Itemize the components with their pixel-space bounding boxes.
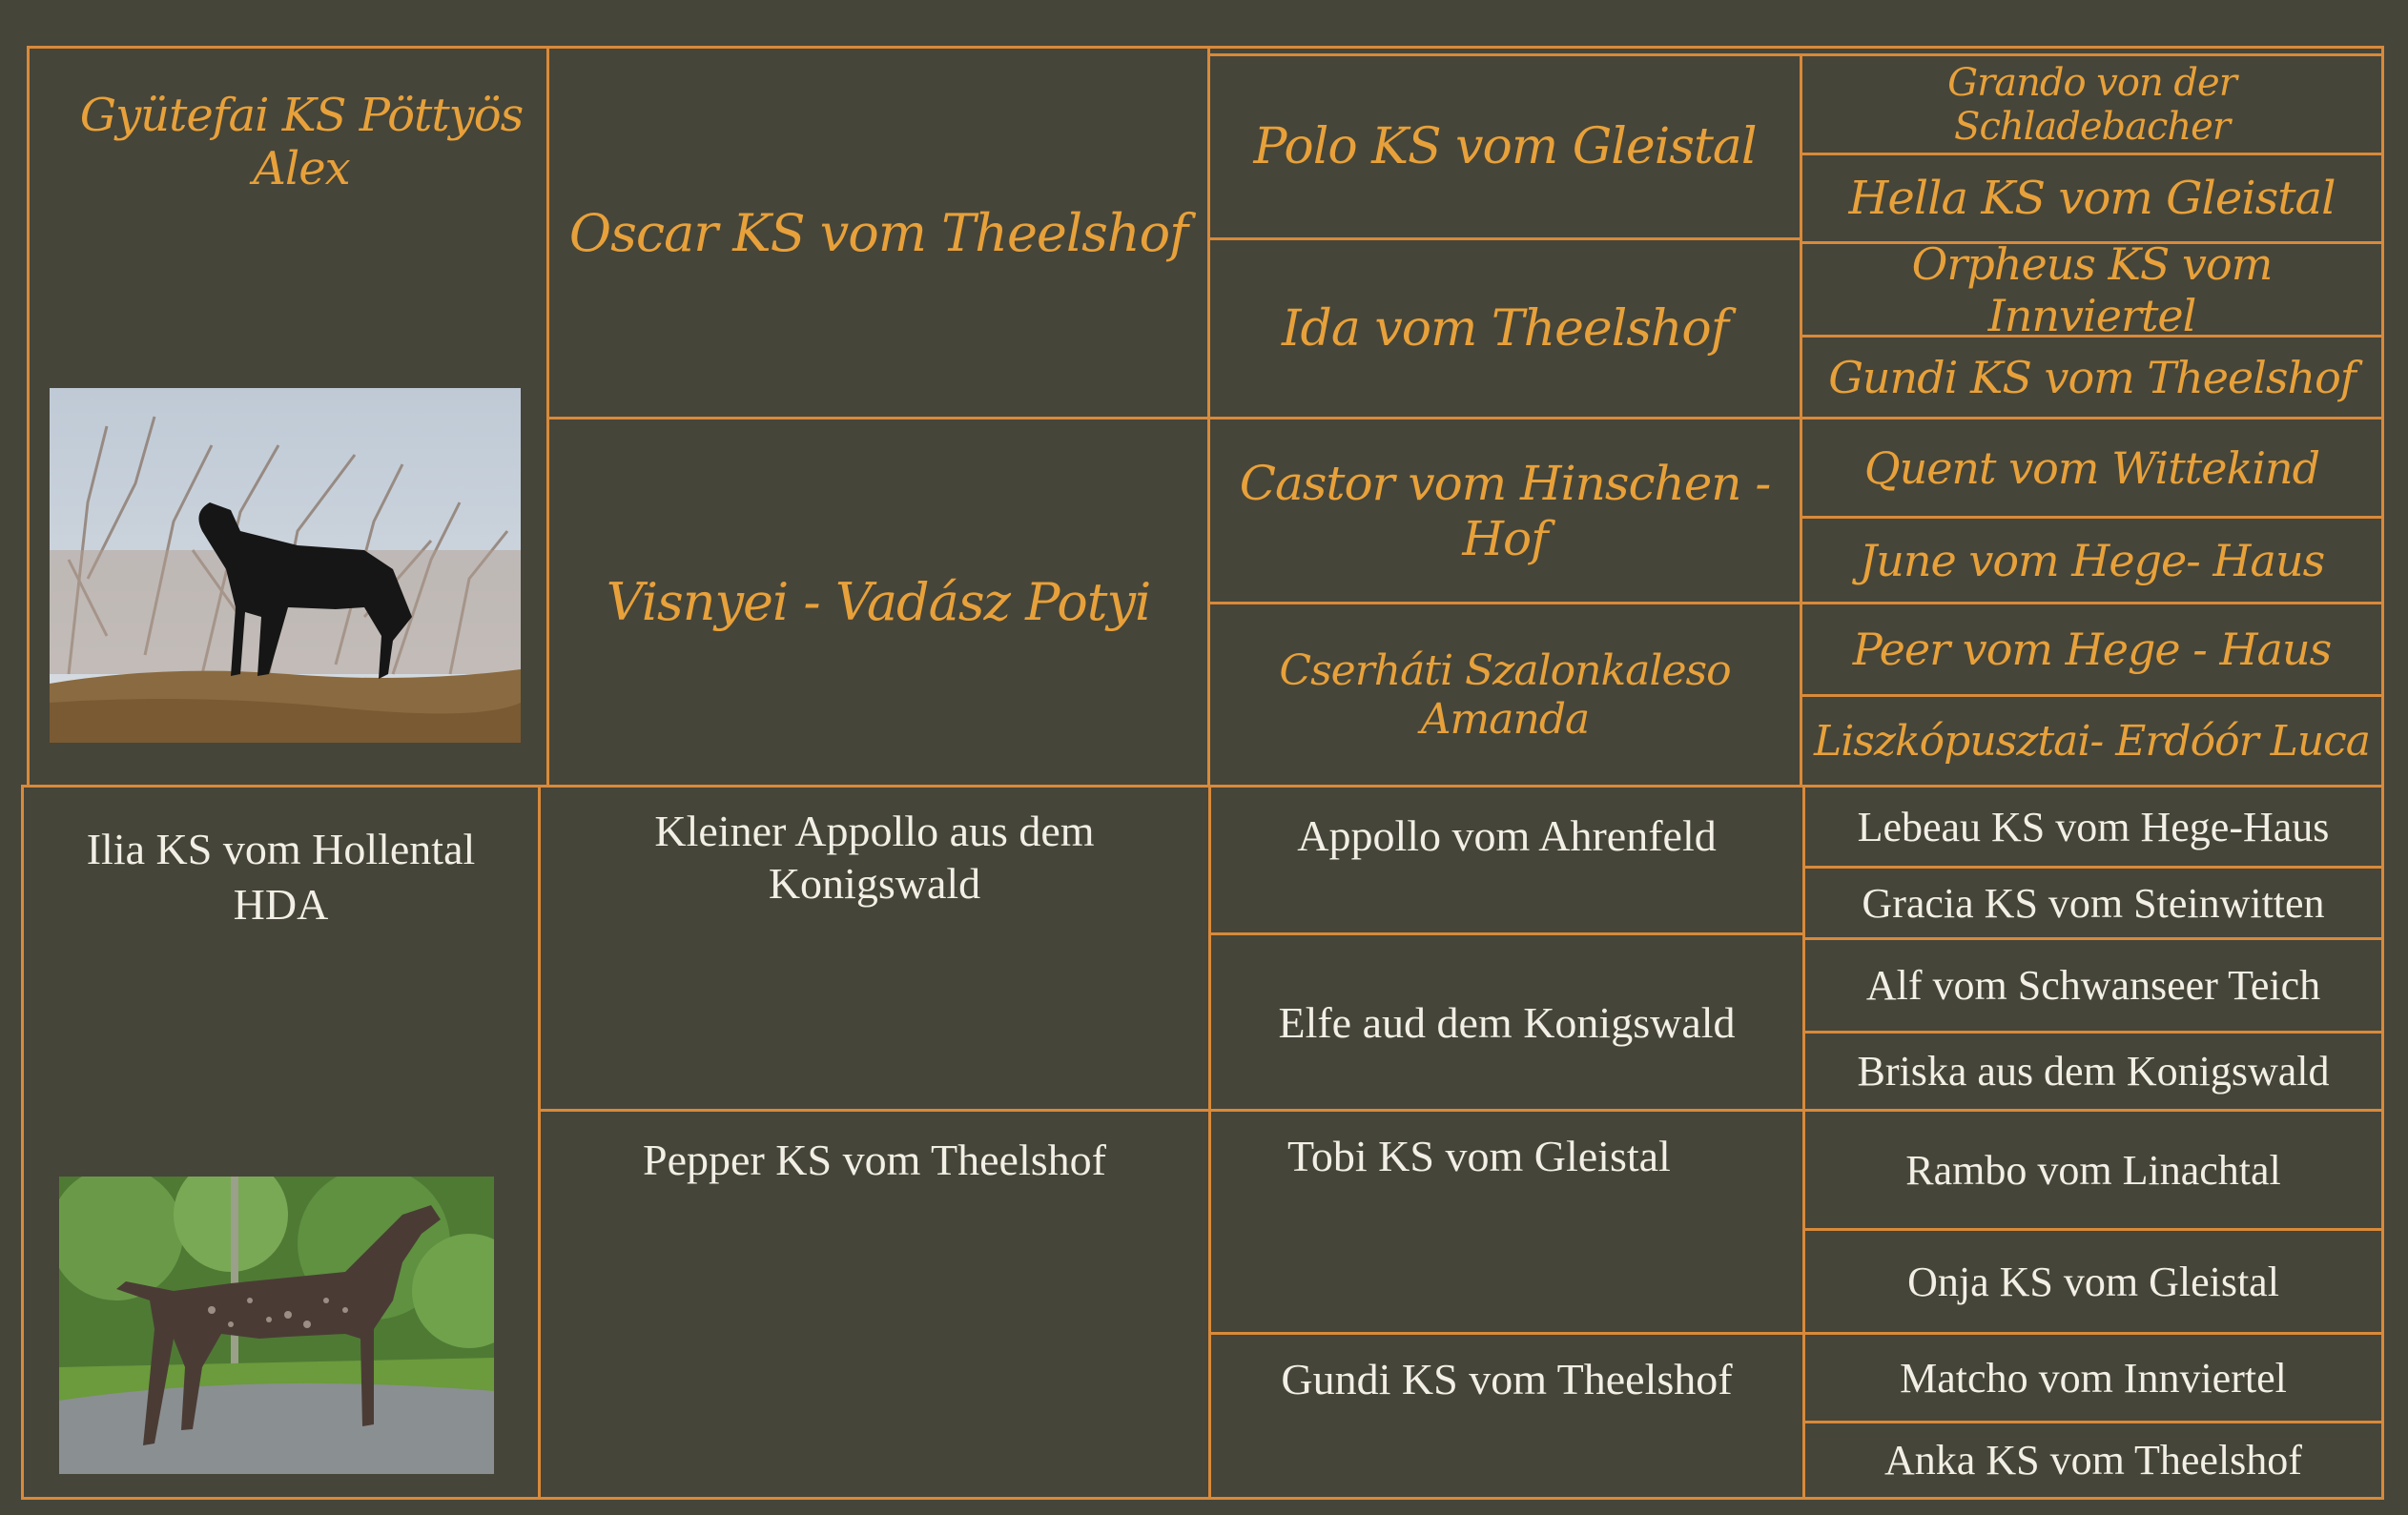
sire-great-grandparent-4: Gundi KS vom Theelshof <box>1800 335 2384 420</box>
sire-great-grandparent-3: Orpheus KS vom Innviertel <box>1800 241 2384 338</box>
dam-grandparent-4: Gundi KS vom Theelshof <box>1208 1332 1805 1500</box>
dam-grandparent-1: Appollo vom Ahrenfeld <box>1208 785 1805 935</box>
sire-great-grandparent-7: Peer vom Hege - Haus <box>1800 602 2384 697</box>
sire-grandparent-2: Ida vom Theelshof <box>1207 237 1802 420</box>
dam-great-grandparent-5: Rambo vom Linachtal <box>1802 1109 2384 1231</box>
dam-great-grandparent-6: Onja KS vom Gleistal <box>1802 1228 2384 1335</box>
sire-grandparent-1: Polo KS vom Gleistal <box>1207 53 1802 240</box>
dam-dog-name: Ilia KS vom Hollental HDA <box>21 785 541 1500</box>
dam-grandparent-2: Elfe aud dem Konigswald <box>1208 932 1805 1112</box>
dam-great-grandparent-3: Alf vom Schwanseer Teich <box>1802 937 2384 1034</box>
dam-great-grandparent-7: Matcho vom Innviertel <box>1802 1332 2384 1423</box>
sire-dog-photo <box>50 388 521 743</box>
sire-great-grandparent-2: Hella KS vom Gleistal <box>1800 153 2384 244</box>
sire-parent-2: Visnyei - Vadász Potyi <box>546 417 1210 788</box>
sire-great-grandparent-1: Grando von der Schladebacher <box>1800 53 2384 155</box>
dam-parent-2: Pepper KS vom Theelshof <box>538 1109 1211 1500</box>
sire-grandparent-4: Cserháti Szalonkaleso Amanda <box>1207 602 1802 788</box>
sire-grandparent-3: Castor vom Hinschen - Hof <box>1207 417 1802 604</box>
dam-great-grandparent-2: Gracia KS vom Steinwitten <box>1802 866 2384 940</box>
dam-dog-photo <box>59 1177 494 1474</box>
shorthaired-pointer-dog-image <box>59 1177 494 1474</box>
sire-parent-1: Oscar KS vom Theelshof <box>546 46 1210 420</box>
sire-great-grandparent-6: June vom Hege- Haus <box>1800 516 2384 604</box>
black-pointer-dog-image <box>50 388 521 743</box>
dam-parent-1: Kleiner Appollo aus dem Konigswald <box>538 785 1211 1112</box>
sire-dog-name: Gyütefai KS Pöttyös Alex <box>27 46 549 788</box>
dam-grandparent-3: Tobi KS vom Gleistal <box>1208 1109 1805 1335</box>
dam-great-grandparent-1: Lebeau KS vom Hege-Haus <box>1802 785 2384 869</box>
sire-great-grandparent-5: Quent vom Wittekind <box>1800 417 2384 519</box>
sire-great-grandparent-8: Liszkópusztai- Erdóór Luca <box>1800 694 2384 788</box>
dam-great-grandparent-4: Briska aus dem Konigswald <box>1802 1031 2384 1112</box>
dam-great-grandparent-8: Anka KS vom Theelshof <box>1802 1421 2384 1500</box>
